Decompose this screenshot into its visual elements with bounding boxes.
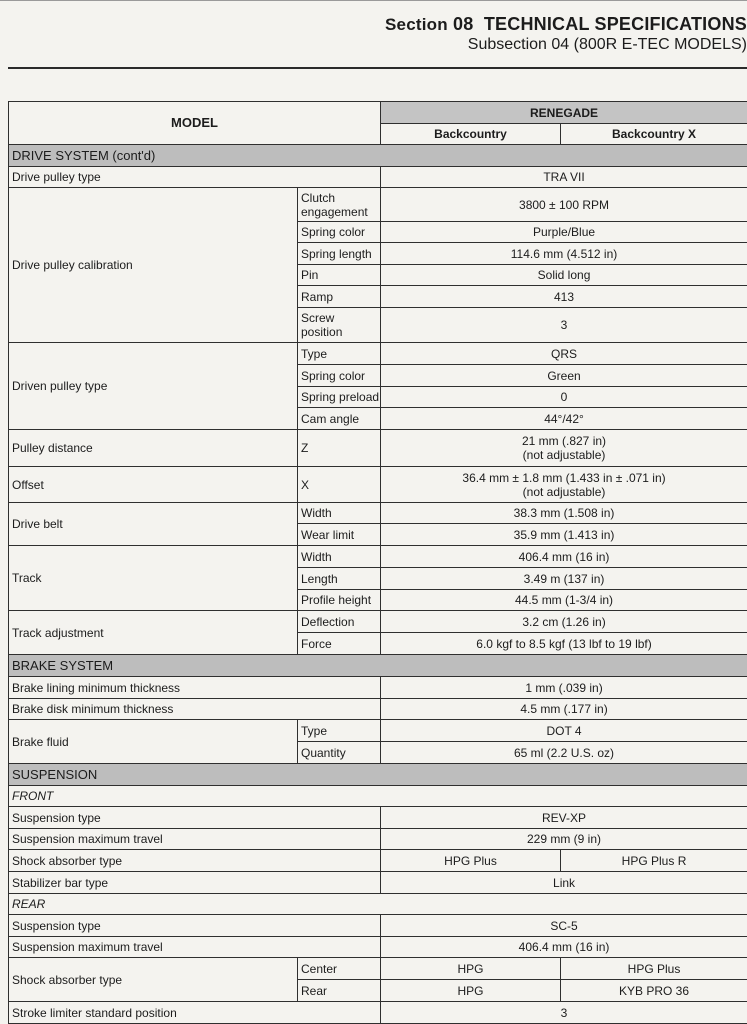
row-label: Stroke limiter standard position — [9, 1002, 381, 1024]
section-drive-system: DRIVE SYSTEM (cont'd) — [9, 145, 747, 167]
sub-label: Spring color — [298, 222, 381, 243]
row-value: HPG Plus R — [561, 850, 747, 872]
row-value: QRS — [381, 343, 747, 365]
section-title: TECHNICAL SPECIFICATIONS — [483, 14, 747, 34]
row-value: 406.4 mm (16 in) — [381, 546, 747, 568]
table-row — [9, 343, 747, 365]
table-row — [9, 430, 747, 467]
row-value: SC-5 — [381, 915, 747, 937]
row-value: Solid long — [381, 265, 747, 286]
section-row — [9, 764, 747, 786]
row-value: 4.5 mm (.177 in) — [381, 699, 747, 720]
row-value: 406.4 mm (16 in) — [381, 937, 747, 958]
table-row — [9, 958, 747, 980]
row-value: 6.0 kgf to 8.5 kgf (13 lbf to 19 lbf) — [381, 633, 747, 655]
subsection-heading: Subsection 04 (800R E-TEC MODELS) — [467, 36, 747, 53]
table-row — [9, 699, 747, 720]
sub-label: Quantity — [298, 742, 381, 764]
row-label: Brake lining minimum thickness — [9, 677, 381, 699]
backcountry-header: Backcountry — [381, 124, 561, 145]
row-value: 44°/42° — [381, 408, 747, 430]
sub-label: Cam angle — [298, 408, 381, 430]
value-line: 21 mm (.827 in) — [522, 434, 607, 448]
row-label: Offset — [9, 467, 298, 503]
sub-label: Profile height — [298, 590, 381, 611]
sub-label: Wear limit — [298, 524, 381, 546]
table-row — [9, 807, 747, 829]
row-label: Suspension type — [9, 915, 381, 937]
section-suspension: SUSPENSION — [9, 764, 747, 786]
sub-label: Deflection — [298, 611, 381, 633]
row-value: TRA VII — [381, 167, 747, 188]
sub-label: Type — [298, 720, 381, 742]
value-note: (not adjustable) — [522, 484, 606, 499]
row-value: REV-XP — [381, 807, 747, 829]
row-value: 65 ml (2.2 U.S. oz) — [381, 742, 747, 764]
sub-label: Spring preload — [298, 387, 381, 408]
sub-label: Ramp — [298, 286, 381, 308]
group-label: Shock absorber type — [9, 958, 298, 1002]
row-value — [381, 467, 747, 503]
row-label: Drive pulley type — [9, 167, 381, 188]
group-label: Brake fluid — [9, 720, 298, 764]
row-label: Brake disk minimum thickness — [9, 699, 381, 720]
sub-label: Width — [298, 503, 381, 524]
group-label: Driven pulley type — [9, 343, 298, 430]
row-value: HPG Plus — [381, 850, 561, 872]
row-value: 35.9 mm (1.413 in) — [381, 524, 747, 546]
sub-label: Width — [298, 546, 381, 568]
sub-label: Type — [298, 343, 381, 365]
row-value: Purple/Blue — [381, 222, 747, 243]
sub-label: Clutch engagement — [298, 188, 381, 222]
table-row — [9, 829, 747, 850]
row-value: 0 — [381, 387, 747, 408]
row-value: KYB PRO 36 — [561, 980, 747, 1002]
group-label: Drive belt — [9, 503, 298, 546]
backcountry-x-header: Backcountry X — [561, 124, 747, 145]
section-prefix: Section — [385, 15, 448, 34]
sub-label: Force — [298, 633, 381, 655]
row-label: Stabilizer bar type — [9, 872, 381, 894]
sub-label: Center — [298, 958, 381, 980]
row-value: 3.49 m (137 in) — [381, 568, 747, 590]
sub-label: Spring length — [298, 243, 381, 265]
row-value: Link — [381, 872, 747, 894]
row-value: 229 mm (9 in) — [381, 829, 747, 850]
section-row — [9, 655, 747, 677]
row-value: Green — [381, 365, 747, 387]
row-value: 413 — [381, 286, 747, 308]
section-heading — [0, 14, 747, 35]
table-row — [9, 937, 747, 958]
table-row — [9, 611, 747, 633]
table-row — [9, 720, 747, 742]
sub-label: Rear — [298, 980, 381, 1002]
table-row — [9, 677, 747, 699]
table-row — [9, 786, 747, 807]
rear-subheading: REAR — [9, 894, 747, 915]
table-row — [9, 503, 747, 524]
row-value: 3 — [381, 1002, 747, 1024]
group-label: Track adjustment — [9, 611, 298, 655]
table-row — [9, 188, 747, 222]
row-label: Pulley distance — [9, 430, 298, 467]
table-row — [9, 915, 747, 937]
row-value: 3 — [381, 308, 747, 343]
row-value: 114.6 mm (4.512 in) — [381, 243, 747, 265]
row-value: 3.2 cm (1.26 in) — [381, 611, 747, 633]
spec-table — [8, 101, 747, 1024]
row-value: 44.5 mm (1-3/4 in) — [381, 590, 747, 611]
section-brake-system: BRAKE SYSTEM — [9, 655, 747, 677]
sub-label: Spring color — [298, 365, 381, 387]
row-label: Suspension type — [9, 807, 381, 829]
sub-label: Length — [298, 568, 381, 590]
sub-label: Pin — [298, 265, 381, 286]
header-rule — [8, 67, 747, 69]
row-value: 38.3 mm (1.508 in) — [381, 503, 747, 524]
row-value: HPG — [381, 958, 561, 980]
row-value: HPG Plus — [561, 958, 747, 980]
row-value: 1 mm (.039 in) — [381, 677, 747, 699]
sub-label: Z — [298, 430, 381, 467]
sub-label: X — [298, 467, 381, 503]
row-value: DOT 4 — [381, 720, 747, 742]
table-row — [9, 872, 747, 894]
value-line: 36.4 mm ± 1.8 mm (1.433 in ± .071 in) — [462, 470, 666, 485]
row-label: Suspension maximum travel — [9, 829, 381, 850]
top-edge-line — [0, 0, 747, 1]
table-header-row — [9, 102, 747, 124]
row-label: Shock absorber type — [9, 850, 381, 872]
row-value — [381, 430, 747, 467]
section-row — [9, 145, 747, 167]
table-row — [9, 467, 747, 503]
table-row — [9, 167, 747, 188]
row-value: 3800 ± 100 RPM — [381, 188, 747, 222]
table-row — [9, 850, 747, 872]
group-label: Track — [9, 546, 298, 611]
row-label: Suspension maximum travel — [9, 937, 381, 958]
table-row — [9, 1002, 747, 1024]
table-row — [9, 546, 747, 568]
page-header — [0, 14, 747, 54]
sub-label: Screw position — [298, 308, 381, 343]
table-row — [9, 894, 747, 915]
value-note: (not adjustable) — [522, 448, 606, 462]
row-value: HPG — [381, 980, 561, 1002]
renegade-header: RENEGADE — [381, 102, 747, 124]
section-number: 08 — [453, 14, 474, 34]
model-header: MODEL — [9, 102, 381, 145]
front-subheading: FRONT — [9, 786, 747, 807]
group-label: Drive pulley calibration — [9, 188, 298, 343]
